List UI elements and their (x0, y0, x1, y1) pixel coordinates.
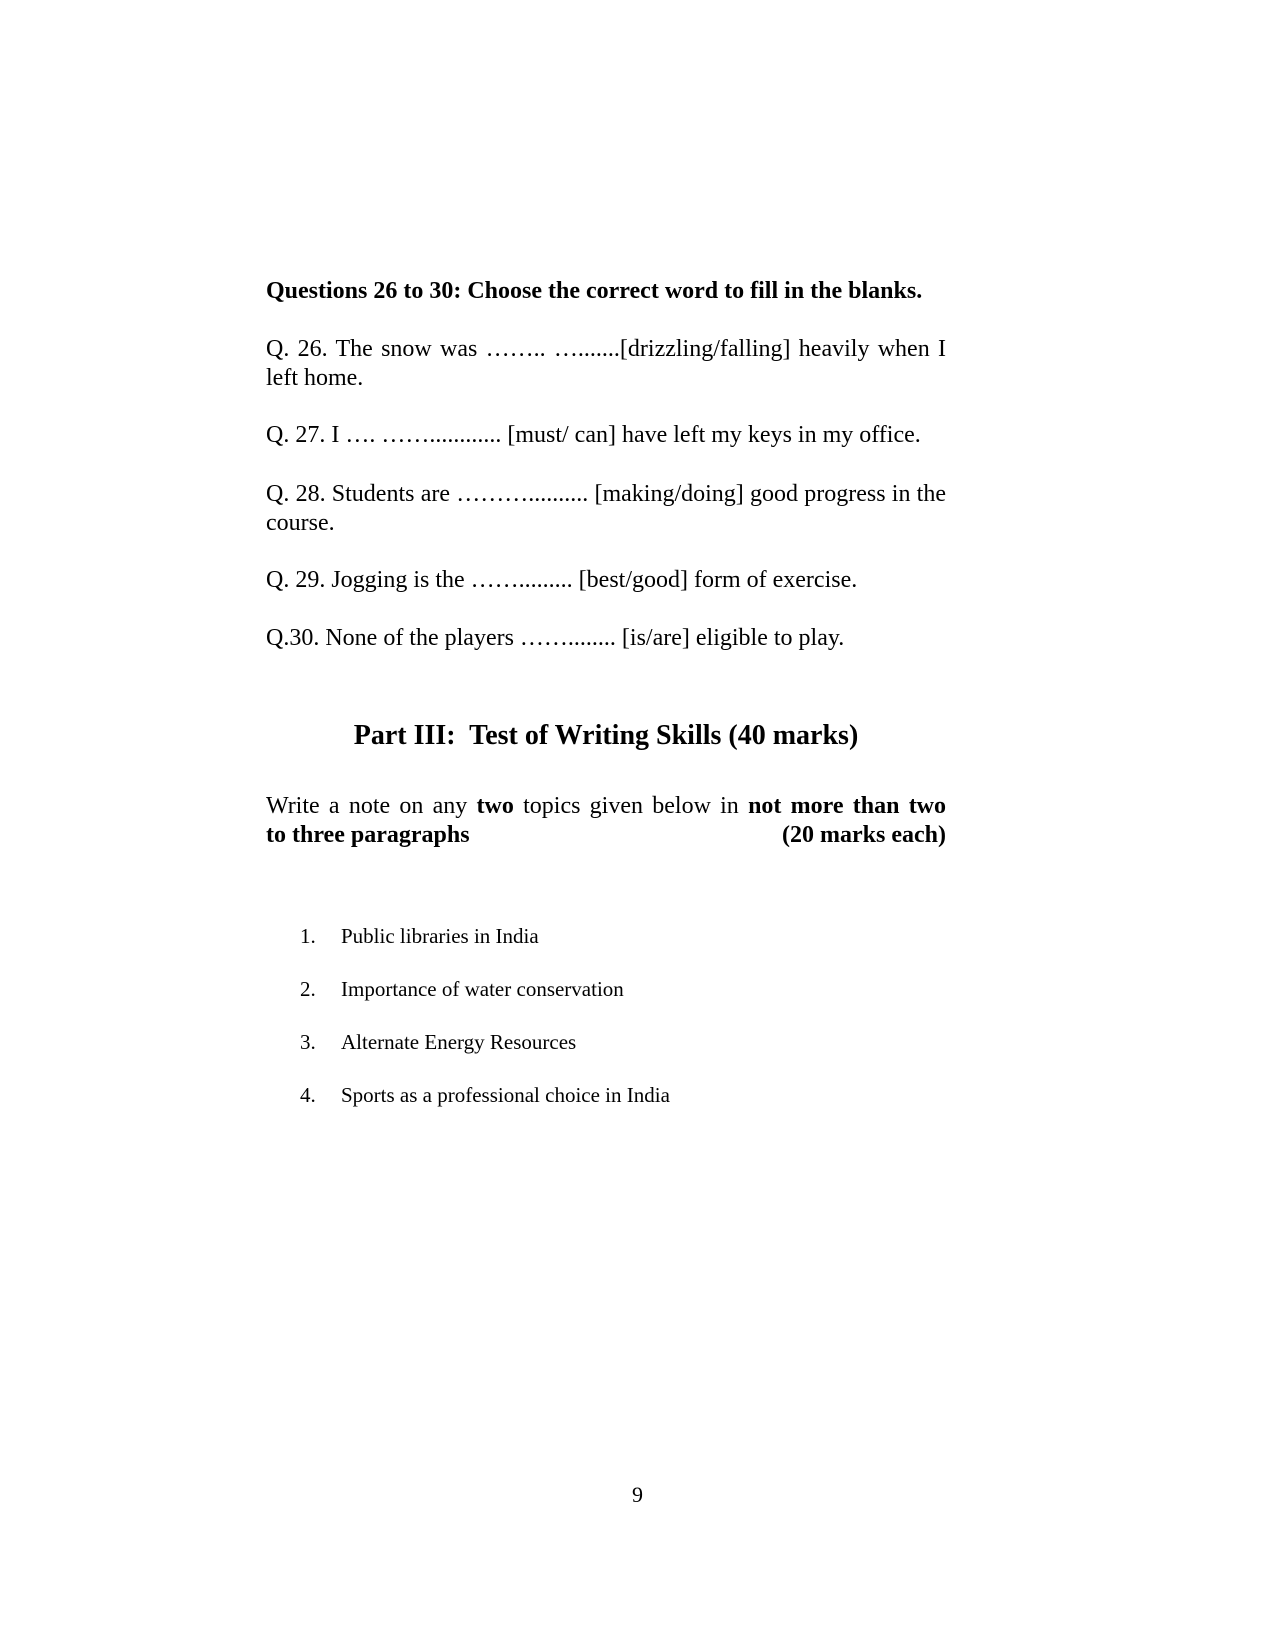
instructions-bold-two: two (476, 793, 514, 819)
question-30: Q.30. None of the players ……........ [is/are] eligible to play. (266, 625, 845, 651)
section-heading: Questions 26 to 30: Choose the correct word to fill in the blanks. (266, 278, 923, 304)
topic-text: Importance of water conservation (341, 977, 624, 1001)
question-29: Q. 29. Jogging is the ……......... [best/good] form of exercise. (266, 567, 858, 593)
topic-item (300, 923, 670, 976)
topic-text: Sports as a professional choice in India (341, 1083, 670, 1107)
instructions-bold-limit: not more than two (748, 793, 947, 819)
instructions-text-1: Write a note on any (266, 793, 477, 819)
instructions-line-2 (266, 821, 946, 850)
topic-number: 1. (300, 924, 316, 948)
instructions-line-1 (266, 792, 946, 821)
marks-note: (20 marks each) (782, 822, 946, 848)
topic-text: Public libraries in India (341, 924, 539, 948)
topic-number: 4. (300, 1083, 316, 1107)
page-number: 9 (632, 1482, 643, 1507)
part-title: Part III: Test of Writing Skills (40 marks) (353, 720, 859, 751)
writing-instructions (266, 792, 946, 850)
topic-item (300, 1029, 670, 1082)
instructions-bold-paragraphs: to three paragraphs (266, 822, 470, 848)
question-26: Q. 26. The snow was …….. ….......[drizzling/falling] heavily when I left home. (266, 336, 946, 391)
topic-item (300, 1082, 670, 1135)
instructions-text-2: topics given below in (513, 793, 749, 819)
topic-list (300, 923, 670, 1135)
topic-number: 2. (300, 977, 316, 1001)
question-28: Q. 28. Students are ……….......... [making/doing] good progress in the course. (266, 481, 946, 536)
question-27: Q. 27. I …. ……............ [must/ can] have left my keys in my office. (266, 422, 921, 448)
topic-number: 3. (300, 1030, 316, 1054)
topic-item (300, 976, 670, 1029)
topic-text: Alternate Energy Resources (341, 1030, 577, 1054)
